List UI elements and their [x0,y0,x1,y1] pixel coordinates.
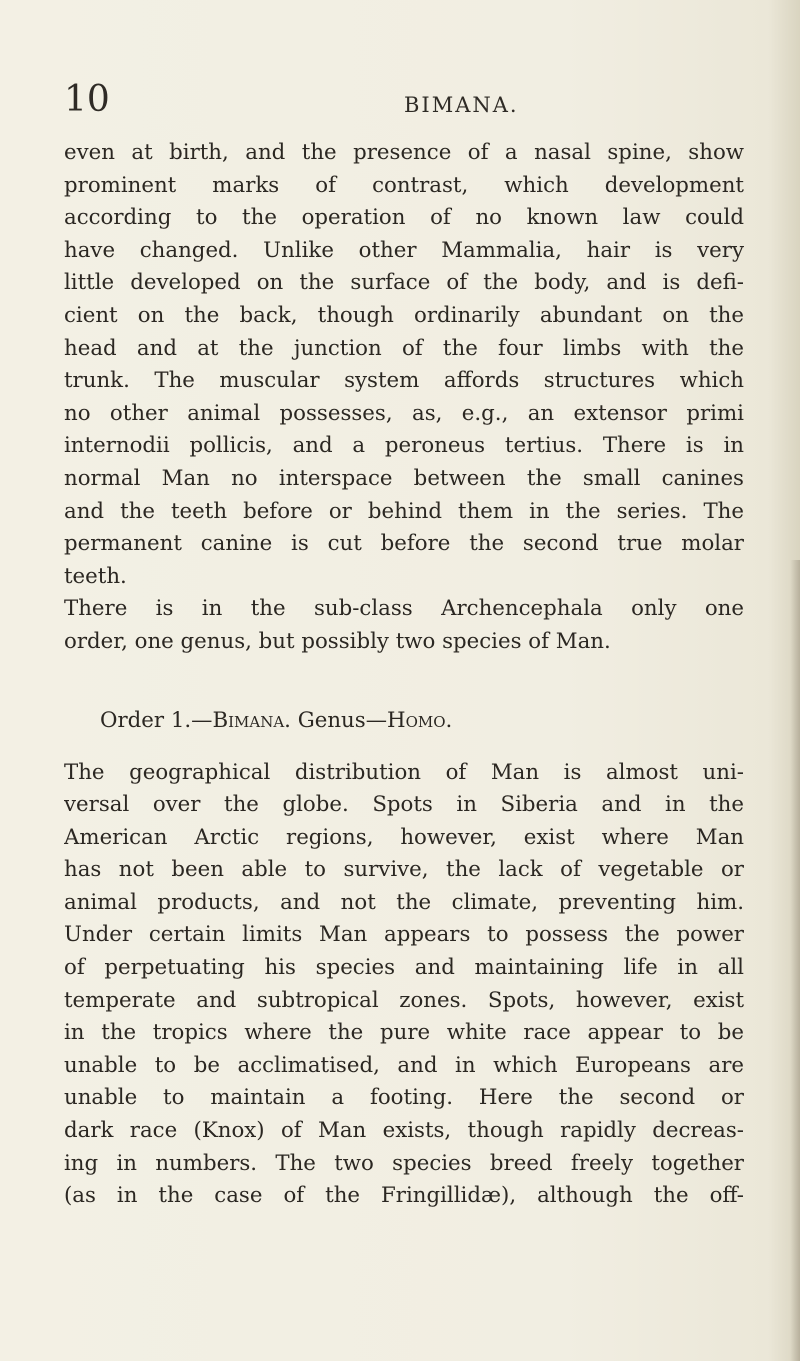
body-text [64,137,744,1213]
section-heading [64,705,744,737]
text-line: prominent marks of contrast, which development [64,172,744,198]
text-line: dark race (Knox) of Man exists, though rapidly decreas- [64,1118,744,1144]
text-line: Under certain limits Man appears to possess the power [64,922,744,948]
text-line: according to the operation of no known law could [64,205,744,231]
text-line: unable to be acclimatised, and in which Europeans are [64,1052,744,1078]
text-line: permanent canine is cut before the second true molar [64,531,744,557]
heading-order-prefix: Order 1.— [100,707,213,733]
text-line: teeth. [64,563,127,589]
heading-genus-name: Homo. [387,707,453,733]
text-line: cient on the back, though ordinarily abundant on the [64,302,744,328]
heading-genus-label: Genus— [290,707,387,733]
paragraph-3 [64,757,744,1213]
text-line: The geographical distribution of Man is almost uni- [64,759,744,785]
text-line: has not been able to survive, the lack of vegetable or [64,857,744,883]
heading-order-name: Bimana. [212,707,291,733]
page-number: 10 [64,79,110,120]
text-line: even at birth, and the presence of a nasal spine, show [64,140,744,165]
text-line: have changed. Unlike other Mammalia, hair is very [64,237,744,263]
text-line: order, one genus, but possibly two species of Man. [64,628,611,654]
text-line: in the tropics where the pure white race appear to be [64,1020,744,1046]
text-line: of perpetuating his species and maintaining life in all [64,955,744,981]
text-line: internodii pollicis, and a peroneus tertius. There is in [64,433,744,459]
text-line: ing in numbers. The two species breed freely together [64,1150,744,1176]
text-line: temperate and subtropical zones. Spots, however, exist [64,987,744,1013]
text-line: versal over the globe. Spots in Siberia and in the [64,792,744,818]
paragraph-1 [64,137,744,593]
text-line: little developed on the surface of the body, and is defi- [64,270,744,296]
text-line: head and at the junction of the four limbs with the [64,335,744,361]
text-line: animal products, and not the climate, preventing him. [64,889,744,915]
text-line: American Arctic regions, however, exist where Man [64,824,744,850]
text-line: trunk. The muscular system affords structures which [64,368,744,394]
text-line: and the teeth before or behind them in the series. The [64,498,744,524]
page-edge-shadow [790,560,800,1361]
text-line: no other animal possesses, as, e.g., an extensor primi [64,400,744,426]
text-line: There is in the sub-class Archencephala only one [64,596,744,622]
paragraph-2 [64,593,744,658]
running-head: BIMANA. [404,93,519,117]
text-line: (as in the case of the Fringillidæ), although the off- [64,1183,744,1209]
text-line: normal Man no interspace between the small canines [64,465,744,491]
text-line: unable to maintain a footing. Here the second or [64,1085,744,1111]
page-header [64,79,744,122]
